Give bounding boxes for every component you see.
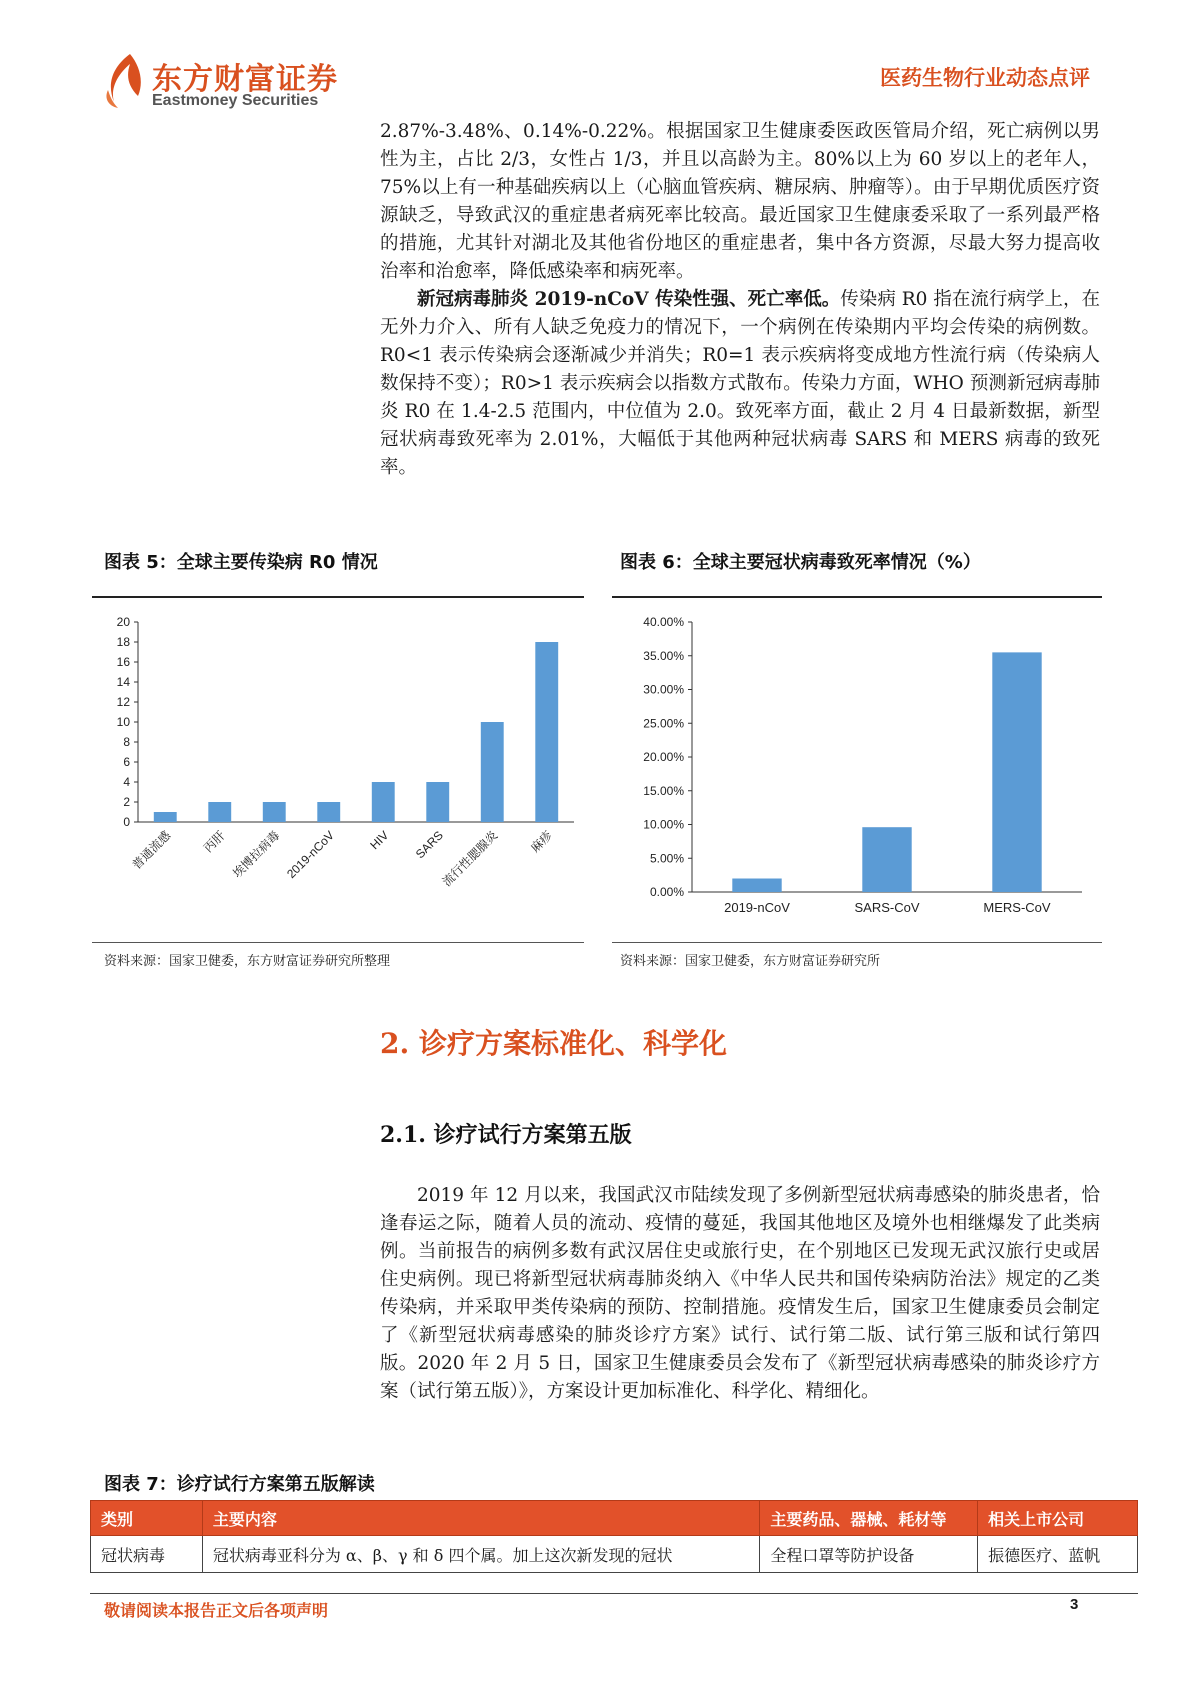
figure-7-table bbox=[90, 1500, 1138, 1573]
figure-6-chart bbox=[612, 604, 1102, 940]
brand-name-en: Eastmoney Securities bbox=[152, 92, 319, 109]
table-cell: 冠状病毒亚科分为 α、β、γ 和 δ 四个属。加上这次新发现的冠状 bbox=[202, 1536, 760, 1573]
brand-name-cn: 东方财富证券 bbox=[152, 62, 338, 97]
table-header-cell: 主要内容 bbox=[202, 1501, 760, 1536]
bar bbox=[992, 652, 1041, 892]
bar bbox=[426, 782, 449, 822]
x-tick-label: 埃博拉病毒 bbox=[230, 828, 283, 881]
section-heading: 2. 诊疗方案标准化、科学化 bbox=[380, 1027, 727, 1060]
footer-disclaimer: 敬请阅读本报告正文后各项声明 bbox=[104, 1601, 329, 1620]
y-tick-label: 40.00% bbox=[643, 615, 684, 629]
figure-6-bottom-rule bbox=[612, 942, 1102, 943]
company-logo bbox=[100, 52, 360, 112]
figure-5-title: 图表 5：全球主要传染病 R0 情况 bbox=[104, 552, 378, 573]
bar bbox=[317, 802, 340, 822]
x-tick-label: SARS bbox=[412, 828, 446, 862]
bar bbox=[481, 722, 504, 822]
x-tick-label: 2019-nCoV bbox=[284, 828, 337, 882]
intro-text: 2.87%-3.48%、0.14%-0.22%。根据国家卫生健康委医政医管局介绍，死亡病例以男性为主，占比 2/3，女性占 1/3，并且以高龄为主。80%以上为 60 岁以上的老年人，75%以上有一种基础疾病以上（心脑血管疾病、糖尿病、肿瘤等）。由于早期优质医疗资源缺乏，导致武汉的重症患者病死率比较高。最近国家卫生健康委采取了一系列最严格的措施，尤其针对湖北及其他省份地区的重症患者，集中各方资源，尽最大努力提高收治率和治愈率，降低感染率和病死率。 bbox=[380, 121, 1100, 282]
y-tick-label: 6 bbox=[123, 755, 130, 769]
figure-5-bottom-rule bbox=[92, 942, 584, 943]
table-header-cell: 类别 bbox=[91, 1501, 203, 1536]
y-tick-label: 16 bbox=[116, 655, 130, 669]
bar bbox=[154, 812, 177, 822]
figure-6-top-rule bbox=[612, 596, 1102, 598]
y-tick-label: 12 bbox=[116, 695, 130, 709]
table-header-cell: 相关上市公司 bbox=[978, 1501, 1138, 1536]
figure-6-title: 图表 6：全球主要冠状病毒致死率情况（%） bbox=[620, 552, 981, 573]
table-header-row bbox=[91, 1501, 1138, 1536]
x-tick-label: SARS-CoV bbox=[854, 900, 920, 915]
bar bbox=[263, 802, 286, 822]
y-tick-label: 35.00% bbox=[643, 648, 684, 663]
subsection-heading: 2.1. 诊疗试行方案第五版 bbox=[380, 1122, 632, 1148]
y-tick-label: 5.00% bbox=[649, 851, 684, 866]
y-tick-label: 15.00% bbox=[643, 783, 684, 798]
r0-lead: 新冠病毒肺炎 2019-nCoV 传染性强、死亡率低。 bbox=[417, 289, 841, 310]
bar bbox=[862, 827, 911, 892]
table-cell: 振德医疗、蓝帆 bbox=[978, 1536, 1138, 1573]
table-row bbox=[91, 1536, 1138, 1573]
table-cell: 全程口罩等防护设备 bbox=[760, 1536, 978, 1573]
y-tick-label: 14 bbox=[116, 675, 130, 689]
report-type: 医药生物行业动态点评 bbox=[880, 66, 1090, 90]
y-tick-label: 2 bbox=[123, 795, 130, 809]
figure-7-title: 图表 7：诊疗试行方案第五版解读 bbox=[104, 1474, 375, 1495]
y-tick-label: 20.00% bbox=[643, 750, 684, 764]
x-tick-label: 2019-nCoV bbox=[724, 900, 790, 915]
bar bbox=[535, 642, 558, 822]
section-text: 2019 年 12 月以来，我国武汉市陆续发现了多例新型冠状病毒感染的肺炎患者，恰逢春运之际，随着人员的流动、疫情的蔓延，我国其他地区及境外也相继爆发了此类病例。当前报告的病例多数有武汉居住史或旅行史，在个别地区已发现无武汉旅行史或居住史病例。现已将新型冠状病毒肺炎纳入《中华人民共和国传染病防治法》规定的乙类传染病，并采取甲类传染病的预防、控制措施。疫情发生后，国家卫生健康委员会制定了《新型冠状病毒感染的肺炎诊疗方案》试行、试行第二版、试行第三版和试行第四版。2020 年 2 月 5 日，国家卫生健康委员会发布了《新型冠状病毒感染的肺炎诊疗方案（试行第五版）》，方案设计更加标准化、科学化、精细化。 bbox=[380, 1185, 1100, 1402]
y-tick-label: 25.00% bbox=[643, 716, 684, 731]
y-tick-label: 10 bbox=[116, 715, 130, 729]
page-number: 3 bbox=[1070, 1596, 1079, 1613]
r0-paragraph bbox=[380, 286, 1100, 482]
x-tick-label: 麻疹 bbox=[527, 828, 555, 856]
y-tick-label: 30.00% bbox=[643, 682, 684, 697]
footer-rule bbox=[90, 1593, 1138, 1594]
bar bbox=[732, 879, 781, 893]
intro-paragraph bbox=[380, 118, 1100, 482]
brand-flame-icon bbox=[100, 52, 148, 110]
section-paragraph bbox=[380, 1182, 1100, 1406]
x-tick-label: HIV bbox=[367, 828, 392, 853]
bar bbox=[208, 802, 231, 822]
y-tick-label: 0.00% bbox=[649, 885, 684, 899]
figure-5-top-rule bbox=[92, 596, 584, 598]
figure-5-chart bbox=[92, 604, 584, 940]
figure-6-source: 资料来源：国家卫健委，东方财富证券研究所 bbox=[620, 954, 881, 969]
bar bbox=[372, 782, 395, 822]
y-tick-label: 8 bbox=[123, 735, 130, 749]
x-tick-label: MERS-CoV bbox=[983, 900, 1051, 915]
y-tick-label: 18 bbox=[116, 635, 130, 649]
y-tick-label: 20 bbox=[116, 615, 130, 629]
table-header-cell: 主要药品、器械、耗材等 bbox=[760, 1501, 978, 1536]
table-cell: 冠状病毒 bbox=[91, 1536, 203, 1573]
r0-body: 传染病 R0 指在流行病学上，在无外力介入、所有人缺乏免疫力的情况下，一个病例在传染期内平均会传染的病例数。R0<1 表示传染病会逐渐减少并消失；R0=1 表示疾病将变成地方性流行病（传染病人数保持不变）；R0>1 表示疾病会以指数方式散布。传染力方面，WHO 预测新冠病毒肺炎 R0 在 1.4-2.5 范围内，中位值为 2.0。致死率方面，截止 2 月 4 日最新数据，新型冠状病毒致死率为 2.01%，大幅低于其他两种冠状病毒 SARS 和 MERS 病毒的致死率。 bbox=[380, 289, 1100, 478]
x-tick-label: 普通流感 bbox=[129, 828, 174, 873]
x-tick-label: 丙肝 bbox=[200, 828, 228, 856]
y-tick-label: 4 bbox=[123, 775, 130, 789]
y-tick-label: 10.00% bbox=[643, 817, 684, 832]
x-tick-label: 流行性腮腺炎 bbox=[439, 828, 501, 890]
y-tick-label: 0 bbox=[123, 815, 130, 829]
figure-5-source: 资料来源：国家卫健委，东方财富证券研究所整理 bbox=[104, 954, 391, 969]
